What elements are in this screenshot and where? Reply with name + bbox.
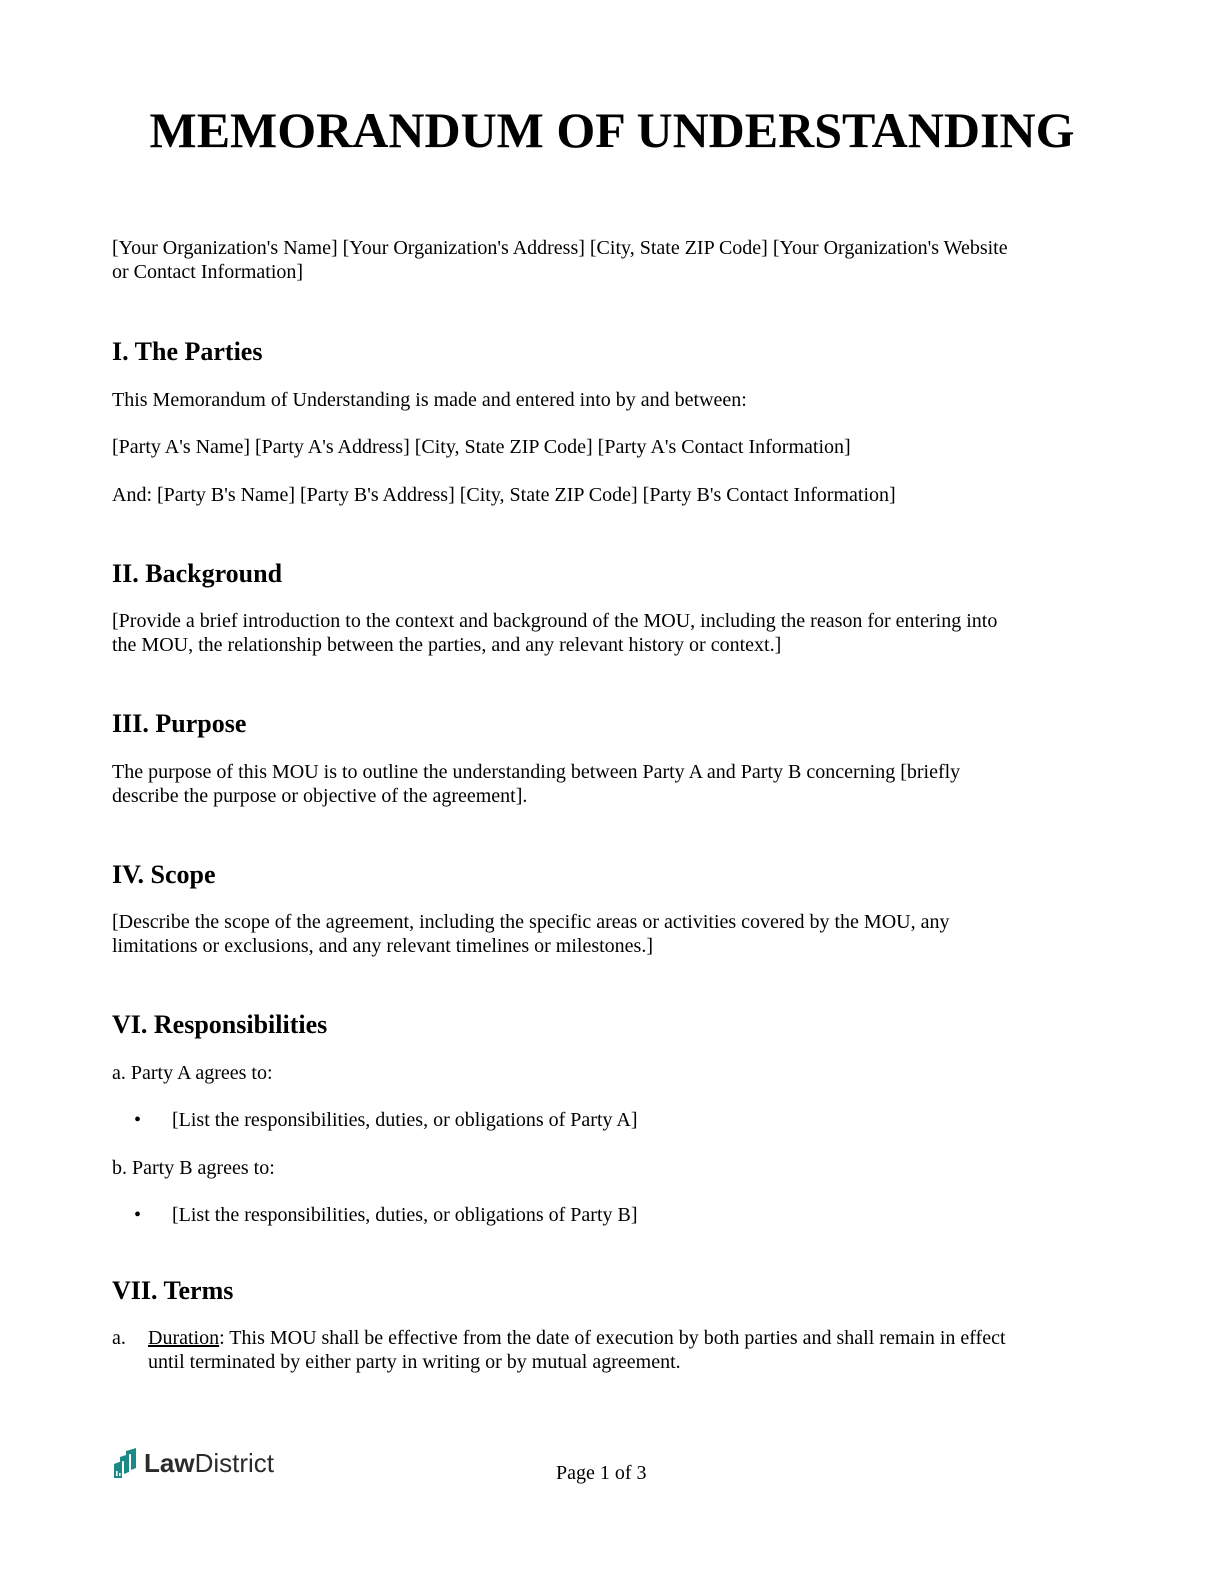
section-heading-purpose: III. Purpose — [112, 709, 247, 738]
term-duration-text: : This MOU shall be effective from the date of execution by both parties and shall remain in effect — [219, 1327, 1006, 1349]
party-b-responsibility-item: [List the responsibilities, duties, or obligations of Party B] — [172, 1204, 638, 1226]
scope-line-2: limitations or exclusions, and any relevant timelines or milestones.] — [112, 935, 653, 957]
term-a-marker: a. — [112, 1327, 126, 1349]
org-info-line-1: [Your Organization's Name] [Your Organization's Address] [City, State ZIP Code] [Your Organization's Website — [112, 237, 1008, 259]
party-a-responsibility-item: [List the responsibilities, duties, or obligations of Party A] — [172, 1109, 638, 1131]
section-heading-parties: I. The Parties — [112, 337, 263, 366]
term-duration-line-1 — [148, 1326, 1108, 1350]
background-line-1: [Provide a brief introduction to the context and background of the MOU, including the reason for entering into — [112, 610, 998, 632]
term-duration-label: Duration — [148, 1327, 220, 1349]
lawdistrict-logo-icon — [112, 1448, 138, 1478]
bullet-icon: • — [134, 1109, 142, 1131]
scope-line-1: [Describe the scope of the agreement, including the specific areas or activities covered by the MOU, any — [112, 911, 950, 933]
page-number: Page 1 of 3 — [556, 1462, 647, 1484]
bullet-icon: • — [134, 1204, 142, 1226]
logo-wordmark — [144, 1448, 274, 1478]
term-duration-line-2: until terminated by either party in writing or by mutual agreement. — [148, 1351, 681, 1373]
party-b-agrees-label: b. Party B agrees to: — [112, 1157, 275, 1179]
logo-bold-text: Law — [144, 1448, 195, 1478]
parties-intro: This Memorandum of Understanding is made and entered into by and between: — [112, 389, 747, 411]
party-b-info: And: [Party B's Name] [Party B's Address] [City, State ZIP Code] [Party B's Contact Information] — [112, 484, 896, 506]
document-title: MEMORANDUM OF UNDERSTANDING — [149, 102, 1075, 158]
party-a-info: [Party A's Name] [Party A's Address] [City, State ZIP Code] [Party A's Contact Information] — [112, 436, 851, 458]
section-heading-scope: IV. Scope — [112, 860, 216, 889]
lawdistrict-logo — [112, 1448, 274, 1478]
org-info-line-2: or Contact Information] — [112, 261, 304, 283]
purpose-line-1: The purpose of this MOU is to outline the understanding between Party A and Party B concerning [briefly — [112, 761, 961, 783]
section-heading-terms: VII. Terms — [112, 1276, 234, 1305]
purpose-line-2: describe the purpose or objective of the agreement]. — [112, 785, 528, 807]
party-a-agrees-label: a. Party A agrees to: — [112, 1062, 273, 1084]
section-heading-responsibilities: VI. Responsibilities — [112, 1010, 328, 1039]
section-heading-background: II. Background — [112, 559, 283, 588]
background-line-2: the MOU, the relationship between the parties, and any relevant history or context.] — [112, 634, 782, 656]
logo-regular-text: District — [194, 1448, 275, 1478]
